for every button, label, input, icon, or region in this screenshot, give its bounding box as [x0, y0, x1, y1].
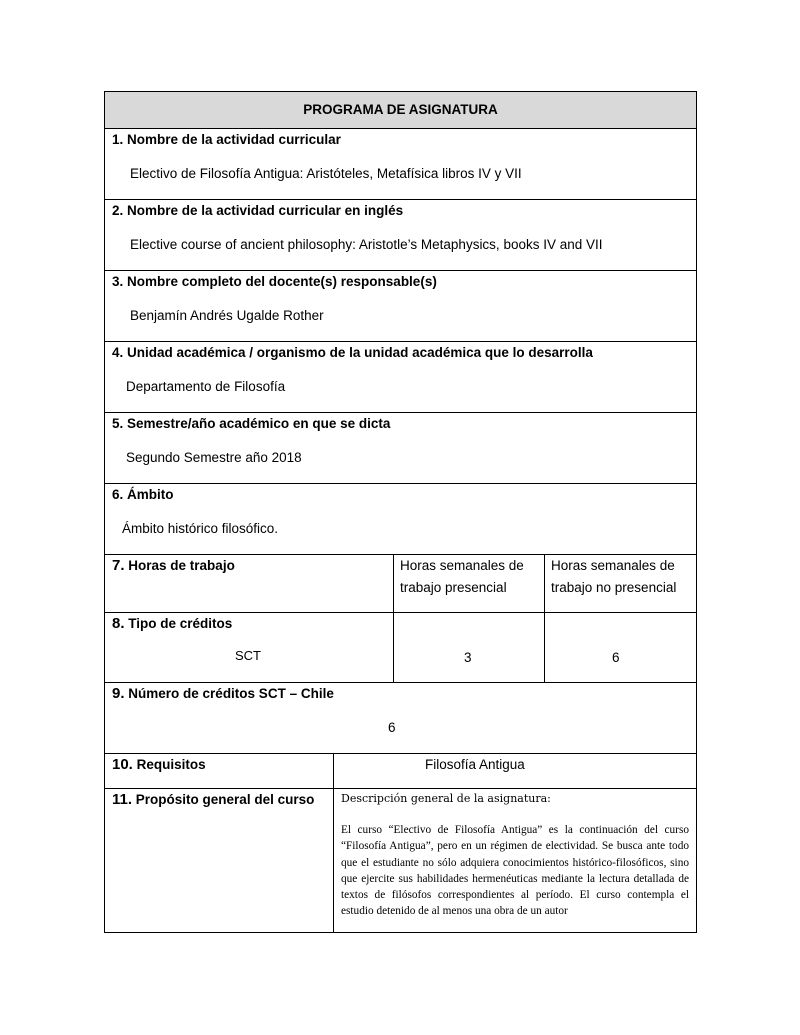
- section-6-value: Ámbito histórico filosófico.: [122, 521, 279, 536]
- header-row: [104, 91, 697, 129]
- hours-presencial: 3: [464, 650, 472, 665]
- section-9-title: 9. Número de créditos SCT – Chile: [112, 685, 334, 702]
- section-5: [104, 412, 697, 484]
- section-7-title: 7. Horas de trabajo: [112, 557, 235, 574]
- section-4-value: Departamento de Filosofía: [126, 379, 286, 394]
- section-2-value: Elective course of ancient philosophy: Aristotle’s Metaphysics, books IV and VII: [130, 237, 603, 252]
- section-7-col-presencial: [393, 554, 545, 613]
- description-label: Descripción general de la asignatura:: [341, 792, 551, 805]
- section-7-col1: Horas semanales de trabajo presencial: [400, 558, 524, 595]
- section-11: [104, 788, 334, 933]
- section-8: [104, 612, 394, 683]
- section-1-value: Electivo de Filosofía Antigua: Aristóteles, Metafísica libros IV y VII: [130, 166, 522, 181]
- section-8-no-presencial: [544, 612, 697, 683]
- section-6: [104, 483, 697, 555]
- hours-no-presencial: 6: [612, 650, 620, 665]
- section-7-col-no-presencial: [544, 554, 697, 613]
- page-title: PROGRAMA DE ASIGNATURA: [303, 102, 498, 117]
- section-11-description-cell: [333, 788, 697, 933]
- credit-type: SCT: [235, 648, 261, 663]
- section-8-title: 8. Tipo de créditos: [112, 615, 233, 632]
- section-8-presencial: [393, 612, 545, 683]
- section-10-value-cell: [333, 753, 697, 789]
- sct-credits: 6: [388, 720, 396, 735]
- section-7: [104, 554, 394, 613]
- description-text: El curso “Electivo de Filosofía Antigua” es la continuación del curso “Filosofía Antigua”, pero en un régimen de electividad. Se busca ante todo que el estudiante no sólo adquiera conocimientos histórico-filosóficos, sino que ejercite sus habilidades hermenéuticas mediante la lectura detallada de textos de filósofos correspondientes al período. El curso contempla el estudio detenido de al menos una obra de un autor: [341, 824, 689, 918]
- section-10-title: 10. Requisitos: [112, 756, 206, 773]
- section-1: [104, 128, 697, 200]
- section-9: [104, 682, 697, 754]
- requirements-value: Filosofía Antigua: [425, 757, 525, 772]
- section-5-title: 5. Semestre/año académico en que se dicta: [112, 416, 391, 431]
- section-4: [104, 341, 697, 413]
- section-6-title: 6. Ámbito: [112, 487, 174, 502]
- section-2: [104, 199, 697, 271]
- section-3-value: Benjamín Andrés Ugalde Rother: [130, 308, 324, 323]
- section-7-col2: Horas semanales de trabajo no presencial: [551, 558, 677, 595]
- section-3: [104, 270, 697, 342]
- section-11-title: 11. Propósito general del curso: [112, 791, 315, 808]
- section-2-title: 2. Nombre de la actividad curricular en inglés: [112, 203, 404, 218]
- section-5-value: Segundo Semestre año 2018: [126, 450, 302, 465]
- section-4-title: 4. Unidad académica / organismo de la unidad académica que lo desarrolla: [112, 345, 593, 360]
- section-1-title: 1. Nombre de la actividad curricular: [112, 132, 341, 147]
- section-10: [104, 753, 334, 789]
- section-3-title: 3. Nombre completo del docente(s) responsable(s): [112, 274, 437, 289]
